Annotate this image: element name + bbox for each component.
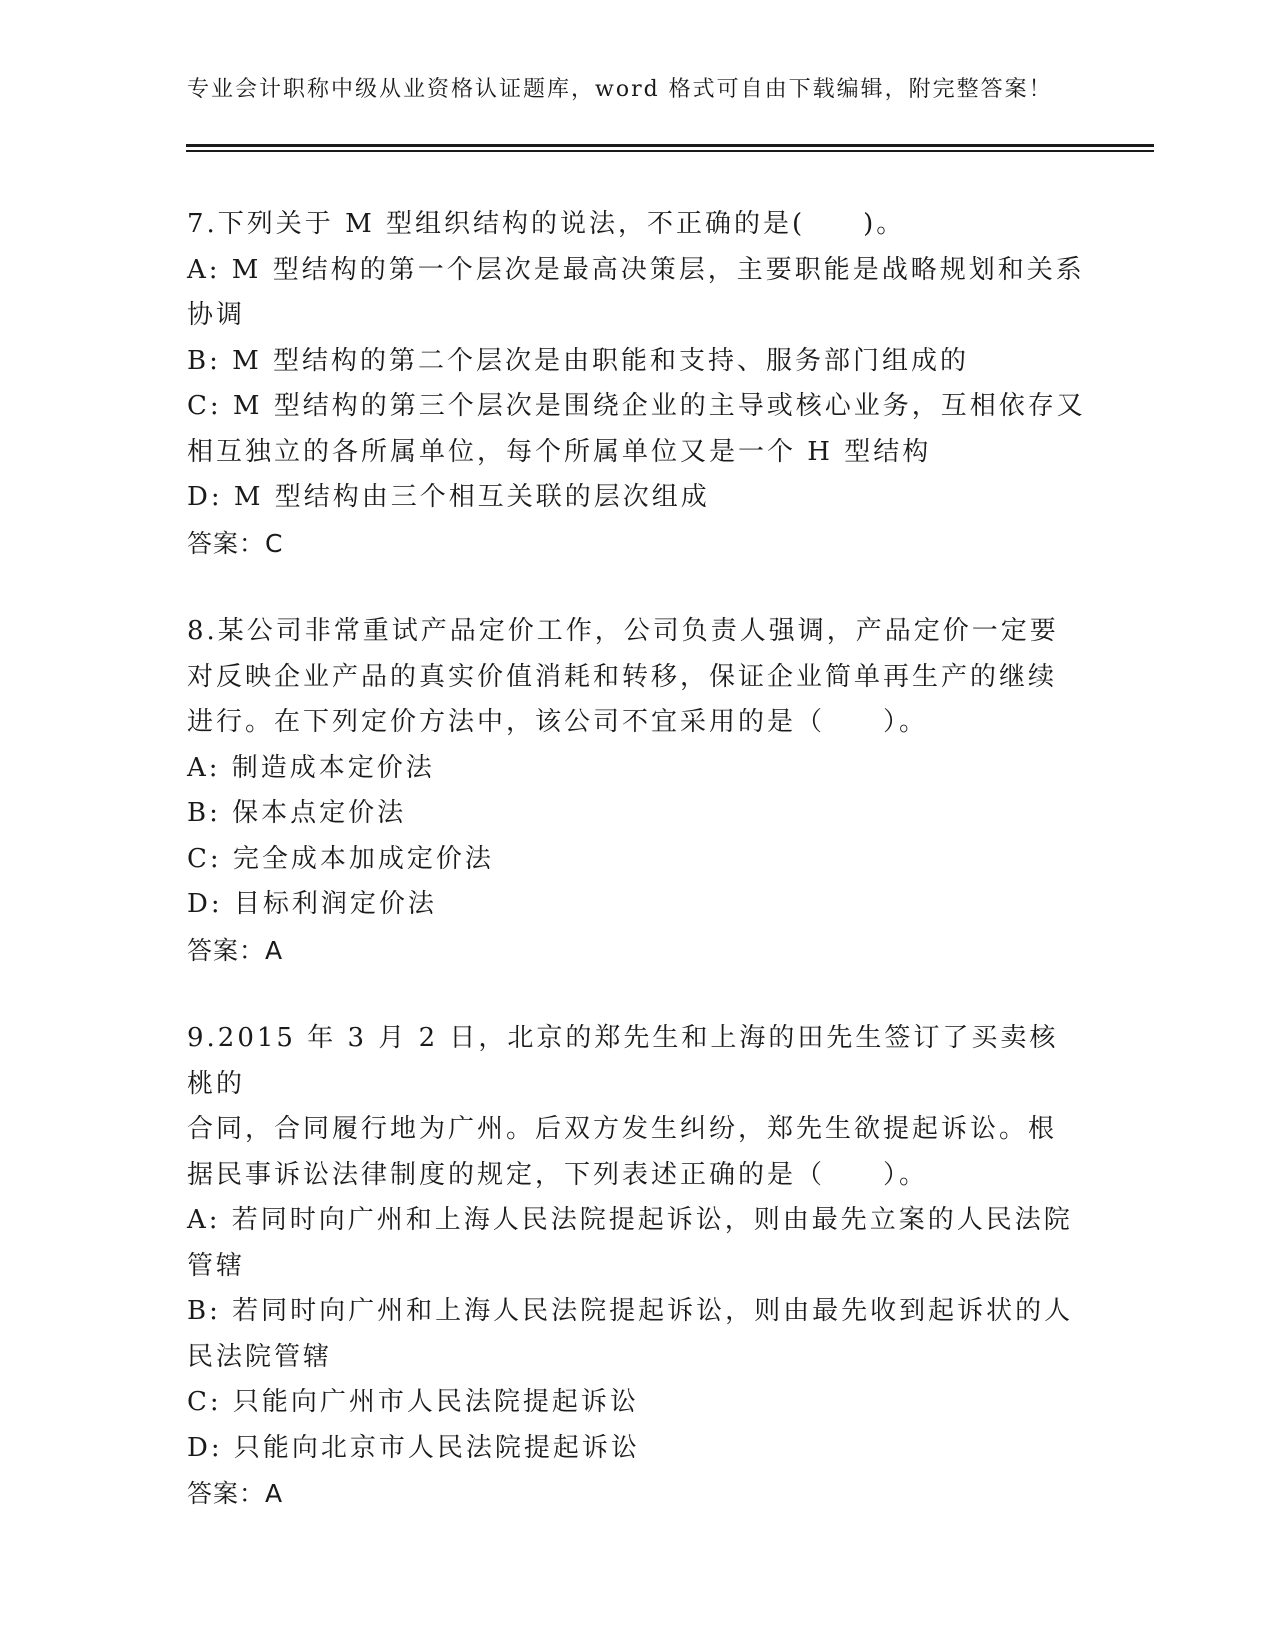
option-line: D: 只能向北京市人民法院提起诉讼 (187, 1432, 640, 1463)
option-line: C: M 型结构的第三个层次是围绕企业的主导或核心业务，互相依存又 (187, 391, 1086, 421)
option-line: C: 只能向广州市人民法院提起诉讼 (187, 1387, 639, 1417)
question-7 (187, 202, 1087, 566)
option-line: A: 若同时向广州和上海人民法院提起诉讼，则由最先立案的人民法院 (187, 1205, 1073, 1235)
option-line: B: 保本点定价法 (187, 798, 407, 828)
answer-label: 答案：C (187, 528, 284, 558)
option-a (187, 248, 1087, 339)
option-c (187, 384, 1087, 475)
question-stem: 9.2015 年 3 月 2 日，北京的郑先生和上海的田先生签订了买卖核桃的 (187, 1023, 1059, 1099)
option-line: 管辖 (187, 1250, 246, 1281)
option-line: B: 若同时向广州和上海人民法院提起诉讼，则由最先收到起诉状的人 (187, 1296, 1074, 1326)
question-stem: 对反映企业产品的真实价值消耗和转移，保证企业简单再生产的继续 (187, 661, 1058, 692)
option-b (187, 791, 1087, 837)
option-c (187, 837, 1087, 883)
option-line: A: 制造成本定价法 (187, 752, 435, 783)
page-header: 专业会计职称中级从业资格认证题库，word 格式可自由下载编辑，附完整答案！ (187, 77, 1053, 102)
question-list (187, 202, 1087, 1560)
option-d (187, 882, 1087, 928)
option-line: C: 完全成本加成定价法 (187, 843, 494, 874)
answer-label: 答案：A (187, 1479, 284, 1508)
option-line: D: M 型结构由三个相互关联的层次组成 (187, 482, 710, 512)
question-stem: 合同，合同履行地为广州。后双方发生纠纷，郑先生欲提起诉讼。根 (187, 1114, 1058, 1144)
option-a (187, 1198, 1087, 1289)
option-line: A: M 型结构的第一个层次是最高决策层，主要职能是战略规划和关系 (187, 254, 1085, 285)
option-c (187, 1380, 1087, 1426)
option-line: 相互独立的各所属单位，每个所属单位又是一个 H 型结构 (187, 436, 932, 467)
question-8 (187, 609, 1087, 973)
option-d (187, 475, 1087, 521)
option-b (187, 1289, 1087, 1380)
question-stem: 进行。在下列定价方法中，该公司不宜采用的是（ ）。 (187, 707, 929, 737)
option-d (187, 1426, 1087, 1472)
header-rule-thin (186, 150, 1154, 152)
option-line: B: M 型结构的第二个层次是由职能和支持、服务部门组成的 (187, 345, 970, 376)
question-stem: 8.某公司非常重试产品定价工作，公司负责人强调，产品定价一定要 (187, 616, 1059, 646)
header-rule-thick (186, 144, 1154, 147)
option-b (187, 339, 1087, 385)
option-line: 民法院管辖 (187, 1341, 333, 1372)
question-stem: 7.下列关于 M 型组织结构的说法，不正确的是( )。 (187, 209, 906, 239)
answer-label: 答案：A (187, 935, 284, 965)
option-line: 协调 (187, 300, 246, 330)
option-a (187, 746, 1087, 792)
option-line: D: 目标利润定价法 (187, 889, 437, 919)
question-stem: 据民事诉讼法律制度的规定，下列表述正确的是（ ）。 (187, 1159, 929, 1190)
question-9 (187, 1016, 1087, 1517)
